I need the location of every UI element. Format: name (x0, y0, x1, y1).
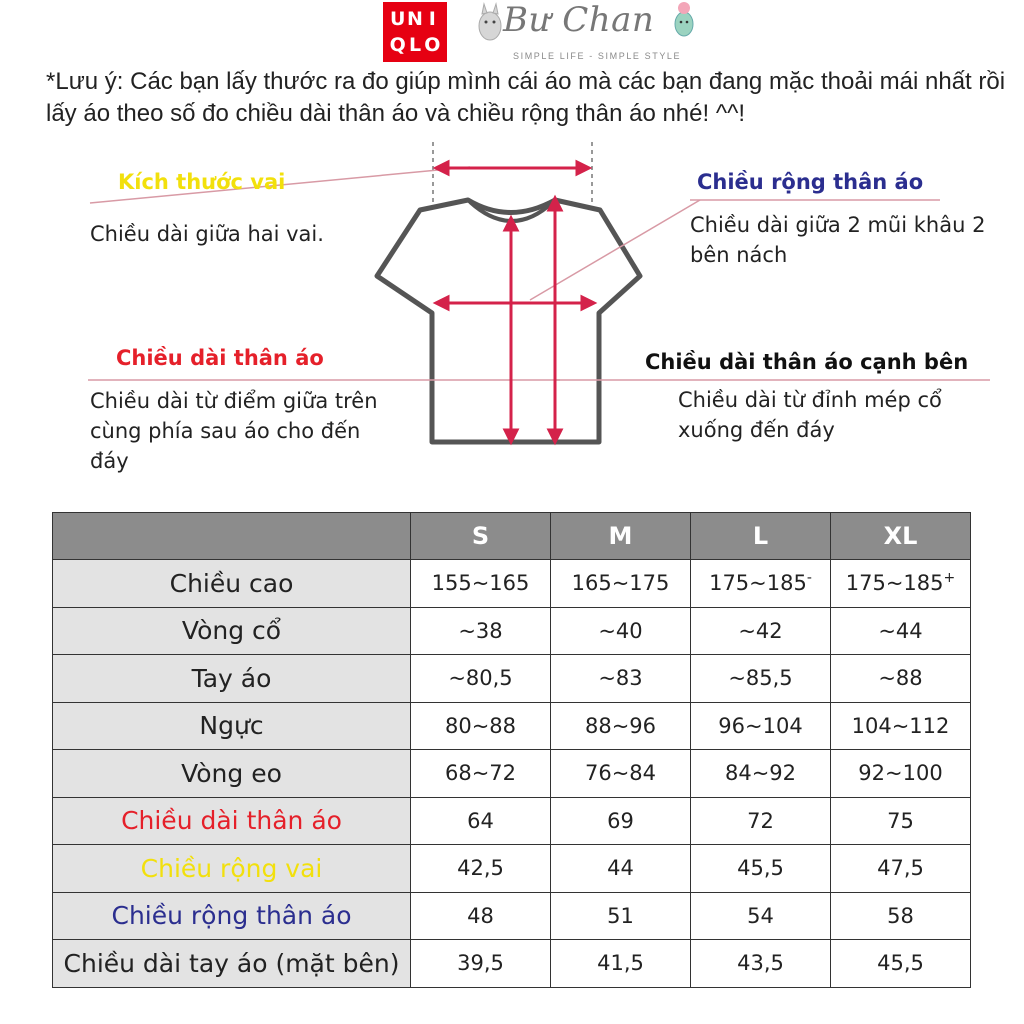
cell-value: 64 (467, 808, 494, 833)
row-label: Chiều cao (53, 560, 411, 608)
cell-value: ~38 (458, 618, 503, 643)
table-cell (691, 750, 831, 798)
table-cell (411, 655, 551, 703)
cell-value: 45,5 (877, 951, 924, 976)
table-cell (831, 750, 971, 798)
size-column-header: M (551, 513, 691, 560)
cell-value: 75 (887, 808, 914, 833)
logo-letter: O (424, 33, 441, 56)
table-cell (551, 607, 691, 655)
table-corner-cell (53, 513, 411, 560)
table-row (53, 845, 971, 893)
body-length-title: Chiều dài thân áo (116, 346, 324, 370)
row-label: Tay áo (53, 655, 411, 703)
table-cell (551, 750, 691, 798)
cell-value: 44 (607, 856, 634, 881)
uniqlo-logo (383, 2, 447, 62)
table-cell (691, 655, 831, 703)
cell-superscript: + (943, 570, 956, 587)
cell-value: 88~96 (584, 713, 657, 738)
table-cell (691, 940, 831, 988)
cell-value: 47,5 (877, 856, 924, 881)
row-label: Vòng eo (53, 750, 411, 798)
cell-value: 54 (747, 903, 774, 928)
table-cell (691, 845, 831, 893)
table-cell (691, 892, 831, 940)
logo-letter: L (408, 33, 422, 56)
body-width-title: Chiều rộng thân áo (697, 170, 924, 194)
cell-value: ~83 (598, 666, 643, 691)
cell-value: ~85,5 (728, 666, 793, 691)
tshirt-outline (377, 200, 640, 442)
table-cell (411, 797, 551, 845)
cell-value: 51 (607, 903, 634, 928)
table-cell (831, 607, 971, 655)
table-cell (551, 892, 691, 940)
table-row (53, 940, 971, 988)
logo-letter: I (428, 7, 436, 30)
cell-value: 155~165 (431, 571, 530, 596)
table-cell (831, 940, 971, 988)
cell-value: ~80,5 (448, 666, 513, 691)
table-row (53, 750, 971, 798)
cell-value: 69 (607, 808, 634, 833)
table-cell (551, 655, 691, 703)
cell-value: 39,5 (457, 951, 504, 976)
side-length-title: Chiều dài thân áo cạnh bên (645, 350, 969, 374)
cell-value: 104~112 (851, 713, 950, 738)
measurement-note: *Lưu ý: Các bạn lấy thước ra đo giúp mình cái áo mà các bạn đang mặc thoải mái nhất rồi lấy áo theo số đo chiều dài thân áo và chiều rộng thân áo nhé! ^^! (46, 68, 1006, 127)
cell-value: 42,5 (457, 856, 504, 881)
brand-name: Bư Chan (503, 0, 655, 40)
row-label: Chiều dài thân áo (53, 797, 411, 845)
cell-value: 68~72 (444, 761, 517, 786)
table-row (53, 655, 971, 703)
table-cell (691, 797, 831, 845)
table-cell (551, 845, 691, 893)
table-cell (831, 892, 971, 940)
logo-letter: N (407, 7, 423, 30)
body-length-description: Chiều dài từ điểm giữa trên cùng phía sau áo cho đến đáy (90, 389, 378, 473)
table-cell (411, 845, 551, 893)
table-cell (411, 940, 551, 988)
row-label: Ngực (53, 702, 411, 750)
size-column-header: L (691, 513, 831, 560)
table-cell (831, 655, 971, 703)
size-column-header: XL (831, 513, 971, 560)
table-cell (691, 702, 831, 750)
table-cell (831, 560, 971, 608)
table-header-row (53, 513, 971, 560)
cell-value: 175~185 (709, 571, 807, 596)
table-row (53, 607, 971, 655)
size-column-header: S (411, 513, 551, 560)
cell-value: 72 (747, 808, 774, 833)
table-cell (411, 560, 551, 608)
cell-value: 48 (467, 903, 494, 928)
cell-value: 165~175 (571, 571, 670, 596)
cell-value: 80~88 (444, 713, 517, 738)
table-cell (411, 702, 551, 750)
row-label: Chiều dài tay áo (mặt bên) (53, 940, 411, 988)
table-cell (411, 607, 551, 655)
cell-value: 58 (887, 903, 914, 928)
cell-superscript: - (806, 570, 812, 587)
size-chart-table (52, 512, 971, 988)
row-label: Chiều rộng vai (53, 845, 411, 893)
logo-letter: U (389, 7, 406, 30)
cell-value: 92~100 (858, 761, 943, 786)
table-row (53, 560, 971, 608)
side-length-description: Chiều dài từ đỉnh mép cổ xuống đến đáy (678, 388, 942, 442)
cell-value: 76~84 (584, 761, 657, 786)
cell-value: 84~92 (724, 761, 797, 786)
table-row (53, 702, 971, 750)
table-cell (691, 560, 831, 608)
row-label: Chiều rộng thân áo (53, 892, 411, 940)
cell-value: 45,5 (737, 856, 784, 881)
table-cell (411, 750, 551, 798)
cell-value: 43,5 (737, 951, 784, 976)
cell-value: 96~104 (718, 713, 803, 738)
table-cell (551, 702, 691, 750)
table-row (53, 892, 971, 940)
cell-value: ~44 (878, 618, 923, 643)
table-cell (551, 797, 691, 845)
row-label: Vòng cổ (53, 607, 411, 655)
table-cell (691, 607, 831, 655)
brand-tagline: SIMPLE LIFE - SIMPLE STYLE (513, 51, 682, 61)
logo-letter: Q (389, 33, 406, 56)
table-cell (831, 797, 971, 845)
body-width-description: Chiều dài giữa 2 mũi khâu 2 bên nách (690, 213, 986, 267)
table-cell (831, 702, 971, 750)
cell-value: 175~185 (845, 571, 944, 596)
table-row (53, 797, 971, 845)
table-cell (551, 560, 691, 608)
cell-value: ~40 (598, 618, 643, 643)
table-cell (411, 892, 551, 940)
shoulder-size-description: Chiều dài giữa hai vai. (90, 222, 324, 246)
cell-value: ~88 (878, 666, 923, 691)
table-cell (831, 845, 971, 893)
cell-value: 41,5 (597, 951, 644, 976)
table-cell (551, 940, 691, 988)
shoulder-size-title: Kích thước vai (118, 170, 286, 194)
cell-value: ~42 (738, 618, 783, 643)
